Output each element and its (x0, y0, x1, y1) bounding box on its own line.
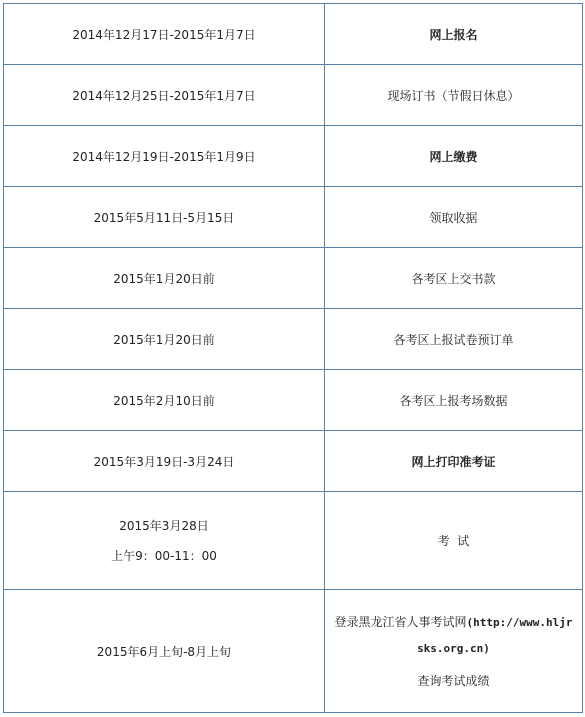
table-row (4, 370, 583, 431)
table-row (4, 309, 583, 370)
exam-date: 2015年3月28日 (119, 518, 209, 533)
spacer (8, 535, 320, 547)
exam-time: 上午9：00-11：00 (111, 548, 217, 563)
table-row (4, 187, 583, 248)
event-cell: 网上报名 (325, 4, 583, 65)
event-cell: 领取收据 (325, 187, 583, 248)
spacer (329, 658, 578, 672)
table-row (4, 492, 583, 590)
date-cell: 2015年3月19日-3月24日 (4, 431, 325, 492)
event-cell (325, 590, 583, 713)
exam-schedule-table (3, 3, 583, 713)
table-row (4, 126, 583, 187)
table-row (4, 4, 583, 65)
date-cell: 2015年6月上旬-8月上旬 (4, 590, 325, 713)
results-site-link[interactable]: (http://www.hljr (466, 615, 573, 629)
date-cell: 2015年1月20日前 (4, 309, 325, 370)
event-tail: 查询考试成绩 (417, 673, 490, 688)
date-cell: 2014年12月25日-2015年1月7日 (4, 65, 325, 126)
event-prefix: 登录黑龙江省人事考试网 (334, 614, 467, 629)
event-cell: 现场订书（节假日休息） (325, 65, 583, 126)
spacer (329, 632, 578, 640)
date-cell: 2015年1月20日前 (4, 248, 325, 309)
table-row (4, 65, 583, 126)
date-cell (4, 492, 325, 590)
results-site-link-cont[interactable]: sks.org.cn) (417, 641, 490, 655)
event-cell: 各考区上报考场数据 (325, 370, 583, 431)
event-cell: 各考区上报试卷预订单 (325, 309, 583, 370)
date-cell: 2015年5月11日-5月15日 (4, 187, 325, 248)
table-row (4, 431, 583, 492)
event-cell: 网上缴费 (325, 126, 583, 187)
date-cell: 2014年12月17日-2015年1月7日 (4, 4, 325, 65)
table-row (4, 590, 583, 713)
event-cell: 各考区上交书款 (325, 248, 583, 309)
table-row (4, 248, 583, 309)
event-cell: 考 试 (325, 492, 583, 590)
date-cell: 2014年12月19日-2015年1月9日 (4, 126, 325, 187)
event-cell: 网上打印准考证 (325, 431, 583, 492)
date-cell: 2015年2月10日前 (4, 370, 325, 431)
